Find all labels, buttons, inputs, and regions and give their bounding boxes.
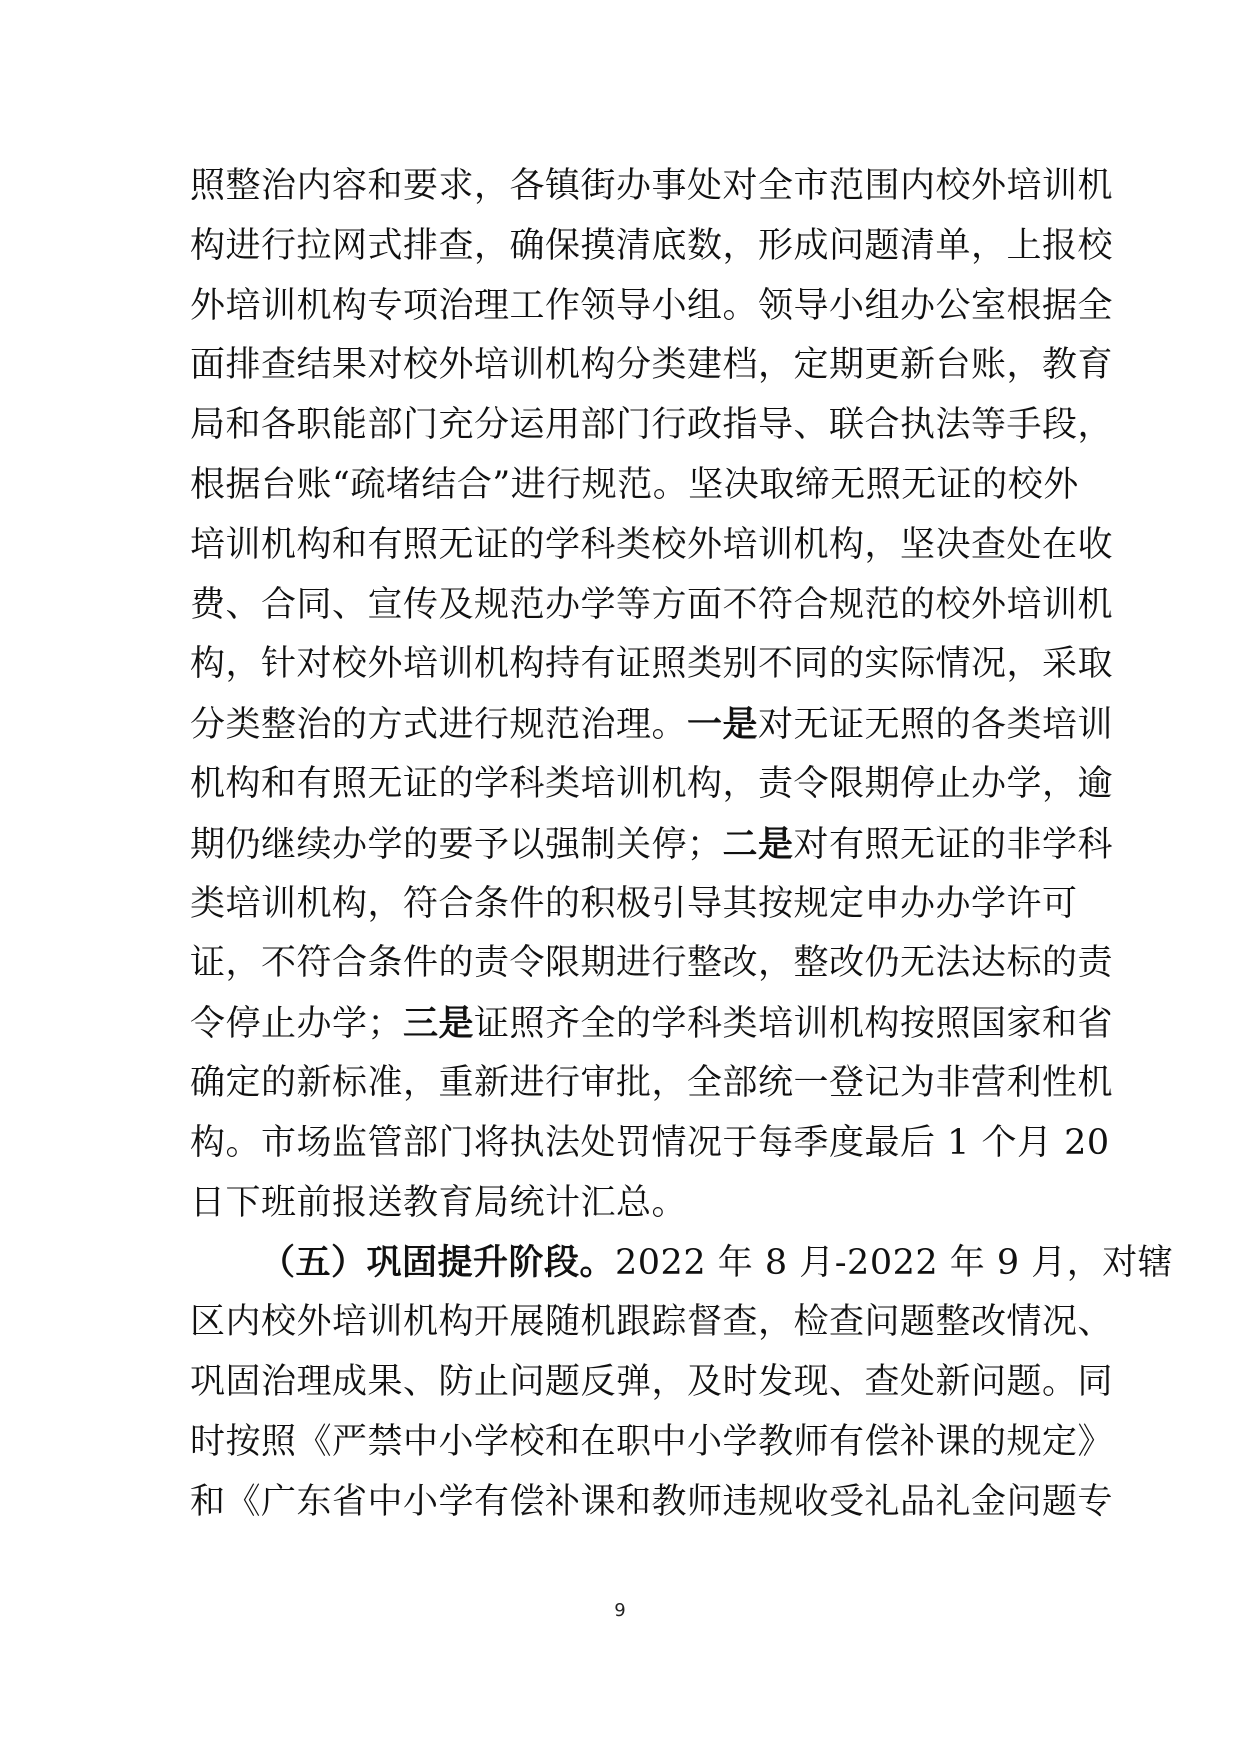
text-line: 外培训机构专项治理工作领导小组。领导小组办公室根据全 [190,285,1114,326]
text-line: 构。市场监管部门将执法处罚情况于每季度最后 1 个月 20 [190,1122,1110,1163]
text-line: 构进行拉网式排查，确保摸清底数，形成问题清单，上报校 [190,225,1114,266]
text-line: 时按照《严禁中小学校和在职中小学教师有偿补课的规定》 [190,1421,1114,1462]
section-heading: （五）巩固提升阶段。 [260,1242,616,1284]
bold-marker-third: 三是 [403,1003,475,1045]
bold-marker-second: 二是 [722,823,794,865]
text-segment: 2022 年 8 月-2022 年 9 月，对辖 [615,1243,1174,1284]
text-line: 面排查结果对校外培训机构分类建档，定期更新台账，教育 [190,345,1114,386]
text-segment: 分类整治的方式进行规范治理。 [190,705,688,746]
text-line: 构，针对校外培训机构持有证照类别不同的实际情况，采取 [190,644,1114,685]
text-segment: 令停止办学； [190,1004,404,1045]
bold-marker-first: 一是 [687,704,759,746]
text-line: 机构和有照无证的学科类培训机构，责令限期停止办学，逾 [190,763,1114,804]
text-line [190,815,1114,875]
text-line: 类培训机构，符合条件的积极引导其按规定申办办学许可 [190,883,1078,924]
text-line: 巩固治理成果、防止问题反弹，及时发现、查处新问题。同 [190,1361,1114,1402]
text-line: 日下班前报送教育局统计汇总。 [190,1182,688,1223]
text-line [190,695,1114,755]
text-segment: 对无证无照的各类培训 [758,705,1114,746]
body-text [190,157,1174,1532]
text-line [190,994,1114,1054]
text-line: 区内校外培训机构开展随机跟踪督查，检查问题整改情况、 [190,1302,1114,1343]
text-line: 培训机构和有照无证的学科类校外培训机构，坚决查处在收 [190,524,1114,565]
text-line: 和《广东省中小学有偿补课和教师违规收受礼品礼金问题专 [190,1481,1114,1522]
text-line: 费、合同、宣传及规范办学等方面不符合规范的校外培训机 [190,584,1114,625]
text-line: 确定的新标准，重新进行审批，全部统一登记为非营利性机 [190,1062,1114,1103]
text-line: 证，不符合条件的责令限期进行整改，整改仍无法达标的责 [190,943,1114,984]
page-number: 9 [614,1600,626,1621]
text-line: 局和各职能部门充分运用部门行政指导、联合执法等手段， [190,405,1114,446]
text-line: 根据台账“疏堵结合”进行规范。坚决取缔无照无证的校外 [190,464,1079,505]
text-line [190,1233,1174,1293]
text-segment: 期仍继续办学的要予以强制关停； [190,824,723,865]
text-line: 照整治内容和要求，各镇街办事处对全市范围内校外培训机 [190,166,1114,206]
text-segment: 证照齐全的学科类培训机构按照国家和省 [474,1004,1114,1045]
text-segment: 对有照无证的非学科 [793,824,1114,865]
